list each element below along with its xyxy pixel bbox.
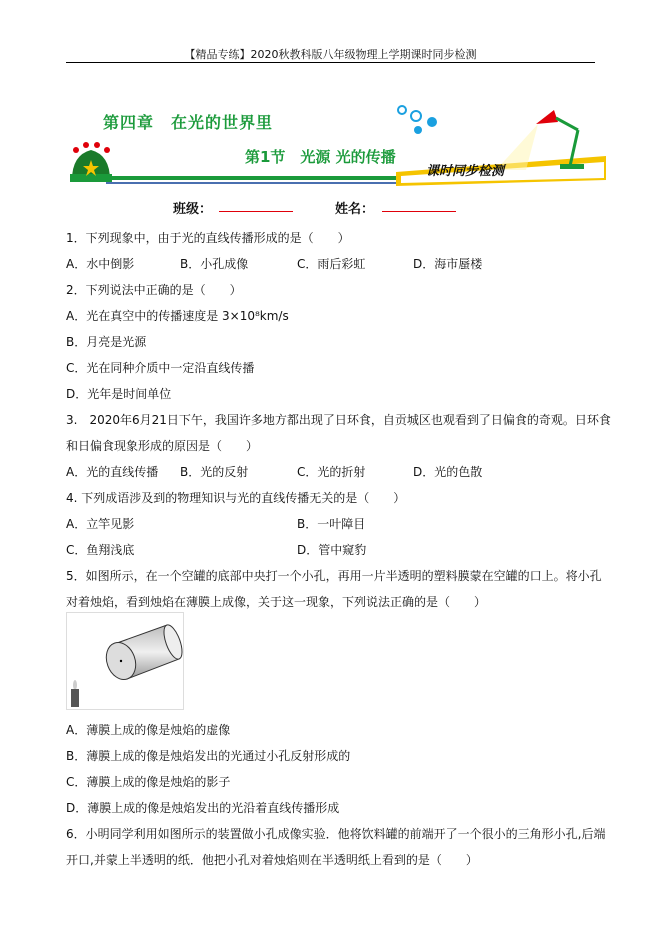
q2-stem: 2．下列说法中正确的是（ ） <box>66 283 242 297</box>
q4-stem: 4. 下列成语涉及到的物理知识与光的直线传播无关的是（ ） <box>66 491 406 505</box>
q3-option-b: B．光的反射 <box>180 465 249 479</box>
page-header: 【精品专练】2020秋教科版八年级物理上学期课时同步检测 <box>184 48 477 61</box>
q4-option-c: C．鱼翔浅底 <box>66 543 135 557</box>
q1-option-a: A．水中倒影 <box>66 257 135 271</box>
q4-option-a: A．立竿见影 <box>66 517 135 531</box>
q4-option-b: B．一叶障目 <box>297 517 366 531</box>
candle-icon <box>71 680 79 707</box>
name-label: 姓名： <box>335 202 375 217</box>
section-title: 第1节 光源 光的传播 <box>245 148 396 166</box>
class-label: 班级： <box>173 202 213 217</box>
q6-stem-line2: 开口,并蒙上半透明的纸．他把小孔对着烛焰则在半透明纸上看到的是（ ） <box>66 853 478 867</box>
q5-stem-line2: 对着烛焰，看到烛焰在薄膜上成像，关于这一现象，下列说法正确的是（ ） <box>66 595 487 609</box>
desk-lamp-icon <box>496 110 584 170</box>
q3-stem-line1: 3. 2020年6月21日下午，我国许多地方都出现了日环食，自贡城区也观看到了日偏食的奇观。日环食 <box>66 413 611 427</box>
pinhole-camera-figure <box>66 612 184 710</box>
name-blank <box>382 211 456 212</box>
class-blank <box>219 211 293 212</box>
q1-option-c: C．雨后彩虹 <box>297 257 366 271</box>
q5-option-b: B．薄膜上成的像是烛焰发出的光通过小孔反射形成的 <box>66 749 351 763</box>
q5-option-c: C．薄膜上成的像是烛焰的影子 <box>66 775 231 789</box>
q3-option-a: A．光的直线传播 <box>66 465 159 479</box>
q1-option-b: B．小孔成像 <box>180 257 249 271</box>
q2-option-d: D．光年是时间单位 <box>66 387 172 401</box>
star-badge-icon <box>70 142 112 182</box>
q3-option-d: D．光的色散 <box>413 465 483 479</box>
header-rule <box>66 62 595 63</box>
banner-tag: 课时同步检测 <box>426 164 505 179</box>
q1-option-d: D．海市蜃楼 <box>413 257 483 271</box>
q5-option-d: D．薄膜上成的像是烛焰发出的光沿着直线传播形成 <box>66 801 340 815</box>
q5-option-a: A．薄膜上成的像是烛焰的虚像 <box>66 723 231 737</box>
bubbles-icon <box>398 106 436 133</box>
can-icon <box>101 623 184 684</box>
q1-stem: 1．下列现象中，由于光的直线传播形成的是（ ） <box>66 231 350 245</box>
q2-option-c: C．光在同种介质中一定沿直线传播 <box>66 361 255 375</box>
q4-option-d: D．管中窥豹 <box>297 543 367 557</box>
q3-option-c: C．光的折射 <box>297 465 366 479</box>
q2-option-b: B．月亮是光源 <box>66 335 147 349</box>
q3-stem-line2: 和日偏食现象形成的原因是（ ） <box>66 439 259 453</box>
q2-option-a: A．光在真空中的传播速度是 3×10⁸km/s <box>66 309 289 323</box>
q5-stem-line1: 5．如图所示，在一个空罐的底部中央打一个小孔，再用一片半透明的塑料膜蒙在空罐的口上。将小孔 <box>66 569 602 583</box>
chapter-title: 第四章 在光的世界里 <box>103 113 274 132</box>
q6-stem-line1: 6．小明同学利用如图所示的装置做小孔成像实验．他将饮料罐的前端开了一个很小的三角形小孔,后端 <box>66 827 606 841</box>
